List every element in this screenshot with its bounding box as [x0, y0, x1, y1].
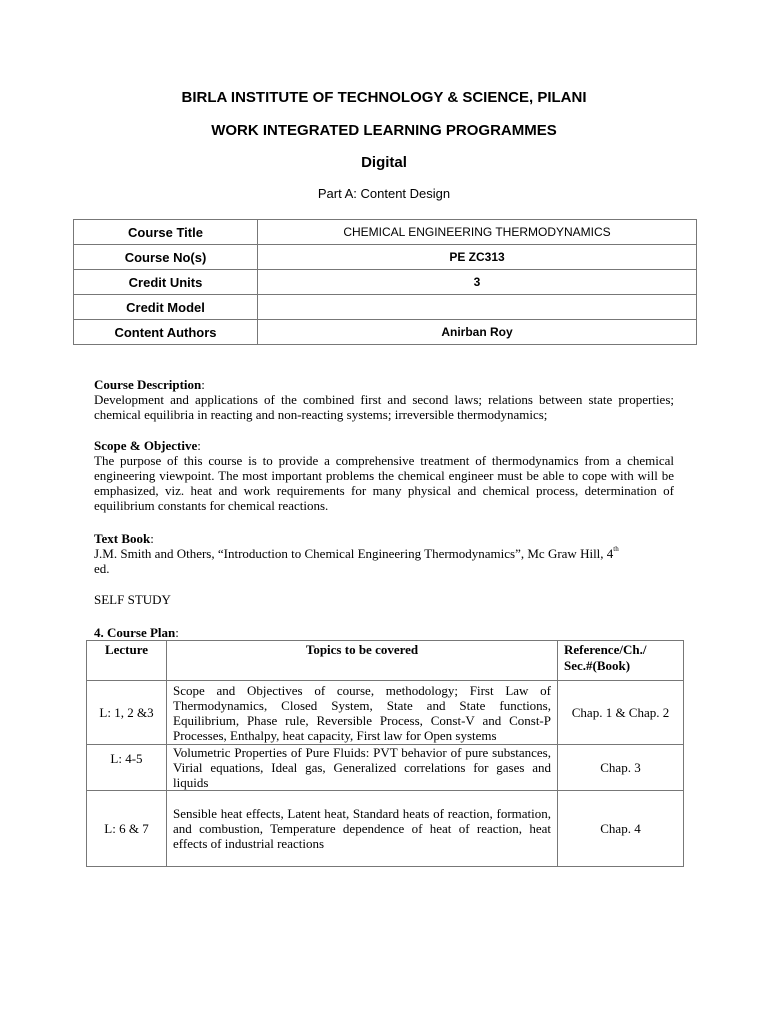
info-value: CHEMICAL ENGINEERING THERMODYNAMICS — [258, 220, 697, 245]
programme-title: WORK INTEGRATED LEARNING PROGRAMMES — [211, 122, 557, 139]
topics-cell: Sensible heat effects, Latent heat, Standard heats of reaction, formation, and combustion, Temperature dependence of heat of reaction, heat effects of industrial reactions — [167, 791, 558, 867]
info-value: PE ZC313 — [258, 245, 697, 270]
info-value — [258, 295, 697, 320]
info-key: Credit Model — [74, 295, 258, 320]
scope-label: Scope & Objective — [94, 438, 198, 453]
course-plan-table — [86, 640, 684, 867]
table-row — [87, 681, 684, 745]
reference-cell: Chap. 3 — [558, 745, 684, 791]
self-study: SELF STUDY — [94, 592, 171, 607]
course-info-table — [73, 219, 697, 345]
course-plan-heading: 4. Course Plan: — [94, 625, 179, 640]
mode-title: Digital — [361, 154, 407, 171]
table-row — [87, 791, 684, 867]
header-reference: Reference/Ch./ Sec.#(Book) — [558, 641, 684, 681]
topics-cell: Scope and Objectives of course, methodology; First Law of Thermodynamics, Closed System, State and State functions, Equilibrium, Phase rule, Reversible Process, Const-V and Const-P Processes, Enthalpy, heat capacity, First law for Open systems — [167, 681, 558, 745]
course-plan-label: 4. Course Plan — [94, 625, 176, 640]
table-row — [74, 320, 697, 345]
description-text: Development and applications of the combined first and second laws; relations between state properties; chemical equilibria in reacting and non-reacting systems; irreversible thermodynamics; — [94, 392, 674, 422]
info-value: Anirban Roy — [258, 320, 697, 345]
part-title: Part A: Content Design — [317, 186, 451, 201]
scope-text: The purpose of this course is to provide a comprehensive treatment of thermodynamics from a chemical engineering viewpoint. The most important problems the chemical engineer must be able to cope with will be emphasized, viz. heat and work requirements for many physical and chemical process, determination of equilibrium constants for chemical reactions. — [94, 453, 674, 513]
description-label: Course Description — [94, 377, 202, 392]
info-key: Course Title — [74, 220, 258, 245]
reference-cell: Chap. 4 — [558, 791, 684, 867]
textbook-sup: th — [613, 545, 619, 553]
table-row — [74, 220, 697, 245]
info-key: Course No(s) — [74, 245, 258, 270]
topics-cell: Volumetric Properties of Pure Fluids: PVT behavior of pure substances, Virial equations, Ideal gas, Generalized correlations for gases and liquids — [167, 745, 558, 791]
table-row — [87, 745, 684, 791]
info-key: Content Authors — [74, 320, 258, 345]
table-row — [74, 295, 697, 320]
table-row — [74, 270, 697, 295]
header-lecture: Lecture — [87, 641, 167, 681]
lecture-cell: L: 6 & 7 — [87, 791, 167, 867]
reference-cell: Chap. 1 & Chap. 2 — [558, 681, 684, 745]
lecture-cell: L: 4-5 — [87, 745, 167, 791]
table-row — [74, 245, 697, 270]
scope-objective: Scope & Objective: The purpose of this course is to provide a comprehensive treatment of thermodynamics from a chemical engineering viewpoint. The most important problems the chemical engineer must be able to cope with will be emphasized, viz. heat and work requirements for many physical and chemical process, determination of equilibrium constants for chemical reactions. — [94, 438, 674, 513]
table-header-row — [87, 641, 684, 681]
header-topics: Topics to be covered — [167, 641, 558, 681]
text-book: Text Book: J.M. Smith and Others, “Introduction to Chemical Engineering Thermodynamics”, Mc Graw Hill, 4th ed. — [94, 531, 619, 576]
info-value: 3 — [258, 270, 697, 295]
institute-title: BIRLA INSTITUTE OF TECHNOLOGY & SCIENCE, PILANI — [181, 89, 587, 106]
textbook-label: Text Book — [94, 531, 151, 546]
textbook-tail: ed. — [94, 561, 110, 576]
info-key: Credit Units — [74, 270, 258, 295]
course-description: Course Description: Development and applications of the combined first and second laws; relations between state properties; chemical equilibria in reacting and non-reacting systems; irreversible thermodynamics; — [94, 377, 674, 422]
textbook-text: J.M. Smith and Others, “Introduction to Chemical Engineering Thermodynamics”, Mc Graw Hill, 4 — [94, 546, 614, 561]
lecture-cell: L: 1, 2 &3 — [87, 681, 167, 745]
